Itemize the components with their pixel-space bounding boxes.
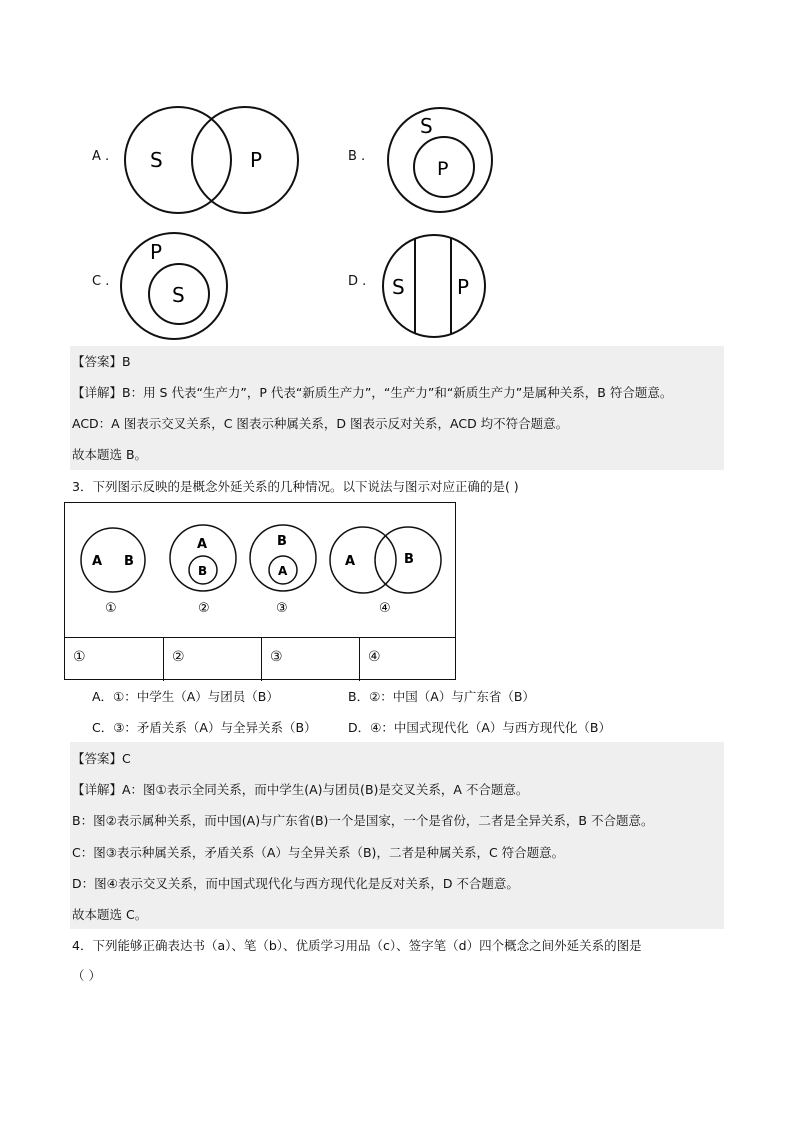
q2-answer: 【答案】B bbox=[72, 354, 131, 369]
q3-answer: 【答案】C bbox=[72, 751, 131, 766]
fig3-b: B bbox=[277, 534, 287, 549]
q3-choice-c: C．③：矛盾关系（A）与全异关系（B） bbox=[92, 720, 317, 735]
q3-choice-a: A．①：中学生（A）与团员（B） bbox=[92, 689, 279, 704]
fig4-a: A bbox=[345, 554, 356, 569]
option-a-label: A . bbox=[92, 149, 110, 164]
q3-detail-1: 【详解】A：图①表示全同关系，而中学生(A)与团员(B)是交叉关系，A 不合题意。 bbox=[72, 782, 529, 797]
q4-stem-line-2: （ ） bbox=[72, 968, 101, 983]
option-c-p: P bbox=[150, 240, 163, 264]
option-d-s: S bbox=[392, 275, 405, 299]
option-b-diagram bbox=[384, 104, 496, 216]
fig2-num: ② bbox=[198, 601, 210, 616]
option-c-diagram bbox=[115, 230, 233, 342]
fig1-a: A bbox=[92, 554, 103, 569]
q3-answer-block bbox=[70, 742, 724, 929]
q4-stem-line-1: 4．下列能够正确表达书（a）、笔（b）、优质学习用品（c）、签字笔（d）四个概念之间外延关系的图是 bbox=[72, 938, 642, 953]
option-d-p: P bbox=[457, 275, 470, 299]
option-c-s: S bbox=[172, 283, 185, 307]
fig1-num: ① bbox=[105, 601, 117, 616]
q2-detail-1: 【详解】B：用 S 代表“生产力”，P 代表“新质生产力”，“生产力”和“新质生产力”是属种关系，B 符合题意。 bbox=[72, 385, 673, 400]
fig1-b: B bbox=[124, 554, 134, 569]
q3-detail-3: C：图③表示种属关系，矛盾关系（A）与全异关系（B)，二者是种属关系，C 符合题意。 bbox=[72, 845, 565, 860]
table-cell-2: ② bbox=[163, 637, 261, 681]
table-cell-3: ③ bbox=[261, 637, 359, 681]
q2-detail-2: ACD：A 图表示交叉关系，C 图表示种属关系，D 图表示反对关系，ACD 均不符合题意。 bbox=[72, 416, 569, 431]
q3-detail-4: D：图④表示交叉关系，而中国式现代化与西方现代化是反对关系，D 不合题意。 bbox=[72, 876, 519, 891]
q3-venn-diagrams bbox=[65, 503, 455, 637]
option-a-s: S bbox=[150, 148, 163, 172]
q3-conclusion: 故本题选 C。 bbox=[72, 907, 148, 922]
fig2-a: A bbox=[197, 537, 208, 552]
q3-stem: 3．下列图示反映的是概念外延关系的几种情况。以下说法与图示对应正确的是( ) bbox=[72, 479, 519, 494]
table-cell-4: ④ bbox=[359, 637, 455, 681]
fig3-a: A bbox=[278, 564, 288, 578]
option-a-diagram bbox=[120, 104, 305, 216]
option-b-p: P bbox=[437, 158, 449, 180]
fig3-num: ③ bbox=[276, 601, 288, 616]
q3-choice-d: D．④：中国式现代化（A）与西方现代化（B） bbox=[348, 720, 611, 735]
fig4-num: ④ bbox=[379, 601, 391, 616]
q3-detail-2: B：图②表示属种关系，而中国(A)与广东省(B)一个是国家，一个是省份，二者是全异关系，B 不合题意。 bbox=[72, 813, 654, 828]
fig2-b: B bbox=[198, 564, 208, 578]
option-b-s: S bbox=[420, 114, 433, 138]
q2-conclusion: 故本题选 B。 bbox=[72, 447, 148, 462]
q3-choice-b: B．②：中国（A）与广东省（B） bbox=[348, 689, 535, 704]
option-c-label: C . bbox=[92, 274, 110, 289]
q2-answer-block bbox=[70, 346, 724, 470]
option-b-label: B . bbox=[348, 149, 366, 164]
option-d-diagram bbox=[378, 232, 490, 340]
option-a-p: P bbox=[250, 148, 263, 172]
table-cell-1: ① bbox=[73, 649, 86, 665]
fig4-b: B bbox=[404, 552, 414, 567]
q3-figure bbox=[64, 502, 456, 680]
option-d-label: D . bbox=[348, 274, 367, 289]
